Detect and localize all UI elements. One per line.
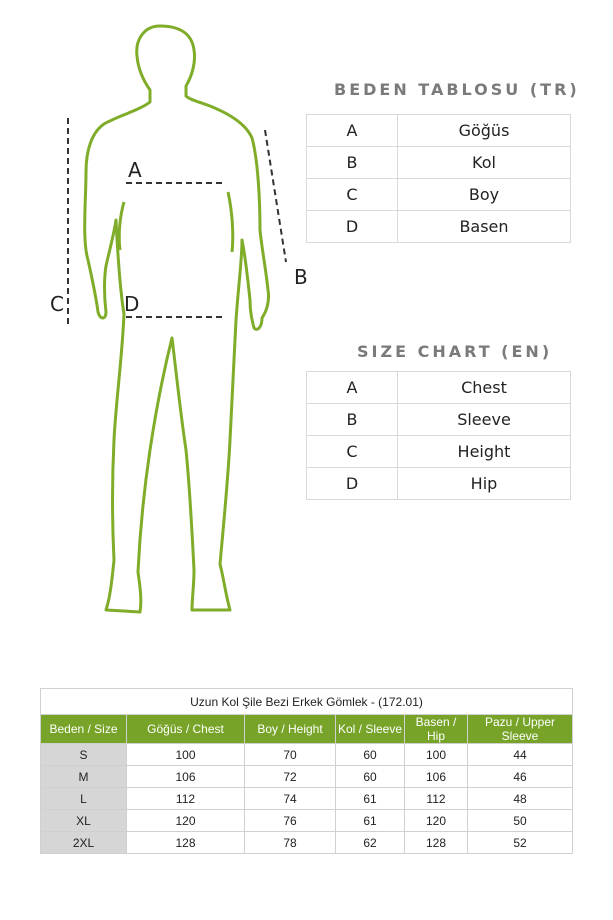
value-cell: 78 bbox=[245, 832, 336, 854]
value-cell: 100 bbox=[127, 744, 245, 766]
header-upper-sleeve: Pazu / Upper Sleeve bbox=[468, 715, 573, 744]
table-row bbox=[41, 766, 573, 788]
table-row bbox=[307, 436, 571, 468]
label-b: B bbox=[294, 265, 308, 289]
table-row bbox=[307, 211, 571, 243]
value-cell: 44 bbox=[468, 744, 573, 766]
legend-value: Hip bbox=[398, 468, 571, 500]
value-cell: 128 bbox=[127, 832, 245, 854]
value-cell: 62 bbox=[336, 832, 405, 854]
value-cell: 61 bbox=[336, 810, 405, 832]
tr-section-title: BEDEN TABLOSU (TR) bbox=[334, 80, 580, 99]
legend-key: D bbox=[307, 211, 398, 243]
table-row bbox=[307, 404, 571, 436]
value-cell: 106 bbox=[127, 766, 245, 788]
legend-value: Sleeve bbox=[398, 404, 571, 436]
value-cell: 120 bbox=[127, 810, 245, 832]
size-cell: M bbox=[41, 766, 127, 788]
value-cell: 128 bbox=[405, 832, 468, 854]
legend-value: Chest bbox=[398, 372, 571, 404]
table-row bbox=[307, 179, 571, 211]
tr-legend-table bbox=[306, 114, 571, 243]
legend-key: C bbox=[307, 436, 398, 468]
legend-value: Basen bbox=[398, 211, 571, 243]
body-outline bbox=[85, 26, 269, 612]
header-hip: Basen / Hip bbox=[405, 715, 468, 744]
body-outline-illustration bbox=[40, 20, 320, 620]
header-height: Boy / Height bbox=[245, 715, 336, 744]
header-row bbox=[41, 715, 573, 744]
table-row bbox=[307, 147, 571, 179]
value-cell: 106 bbox=[405, 766, 468, 788]
value-cell: 50 bbox=[468, 810, 573, 832]
table-row bbox=[307, 115, 571, 147]
label-c: C bbox=[50, 292, 64, 316]
table-row bbox=[41, 744, 573, 766]
en-legend-table bbox=[306, 371, 571, 500]
legend-value: Göğüs bbox=[398, 115, 571, 147]
table-row bbox=[41, 810, 573, 832]
value-cell: 60 bbox=[336, 766, 405, 788]
value-cell: 52 bbox=[468, 832, 573, 854]
table-row bbox=[307, 372, 571, 404]
size-cell: L bbox=[41, 788, 127, 810]
legend-key: B bbox=[307, 404, 398, 436]
caption-row bbox=[41, 689, 573, 715]
table-row bbox=[41, 788, 573, 810]
size-cell: S bbox=[41, 744, 127, 766]
size-cell: XL bbox=[41, 810, 127, 832]
value-cell: 74 bbox=[245, 788, 336, 810]
legend-key: A bbox=[307, 372, 398, 404]
right-arm-detail bbox=[228, 192, 233, 252]
legend-key: A bbox=[307, 115, 398, 147]
label-d: D bbox=[124, 292, 140, 316]
value-cell: 46 bbox=[468, 766, 573, 788]
table-row bbox=[41, 832, 573, 854]
value-cell: 120 bbox=[405, 810, 468, 832]
left-arm-detail bbox=[119, 202, 124, 250]
size-table bbox=[40, 688, 573, 854]
value-cell: 112 bbox=[405, 788, 468, 810]
value-cell: 61 bbox=[336, 788, 405, 810]
legend-value: Kol bbox=[398, 147, 571, 179]
legend-value: Height bbox=[398, 436, 571, 468]
header-sleeve: Kol / Sleeve bbox=[336, 715, 405, 744]
value-cell: 48 bbox=[468, 788, 573, 810]
legend-key: D bbox=[307, 468, 398, 500]
size-table-caption: Uzun Kol Şile Bezi Erkek Gömlek - (172.01) bbox=[41, 689, 573, 715]
label-a: A bbox=[128, 158, 142, 182]
legend-key: C bbox=[307, 179, 398, 211]
value-cell: 100 bbox=[405, 744, 468, 766]
value-cell: 60 bbox=[336, 744, 405, 766]
value-cell: 70 bbox=[245, 744, 336, 766]
header-chest: Göğüs / Chest bbox=[127, 715, 245, 744]
legend-key: B bbox=[307, 147, 398, 179]
value-cell: 72 bbox=[245, 766, 336, 788]
value-cell: 112 bbox=[127, 788, 245, 810]
value-cell: 76 bbox=[245, 810, 336, 832]
header-size: Beden / Size bbox=[41, 715, 127, 744]
legend-value: Boy bbox=[398, 179, 571, 211]
en-section-title: SIZE CHART (EN) bbox=[357, 342, 553, 361]
sleeve-measure-line bbox=[265, 130, 286, 262]
table-row bbox=[307, 468, 571, 500]
body-figure bbox=[40, 20, 320, 620]
size-cell: 2XL bbox=[41, 832, 127, 854]
